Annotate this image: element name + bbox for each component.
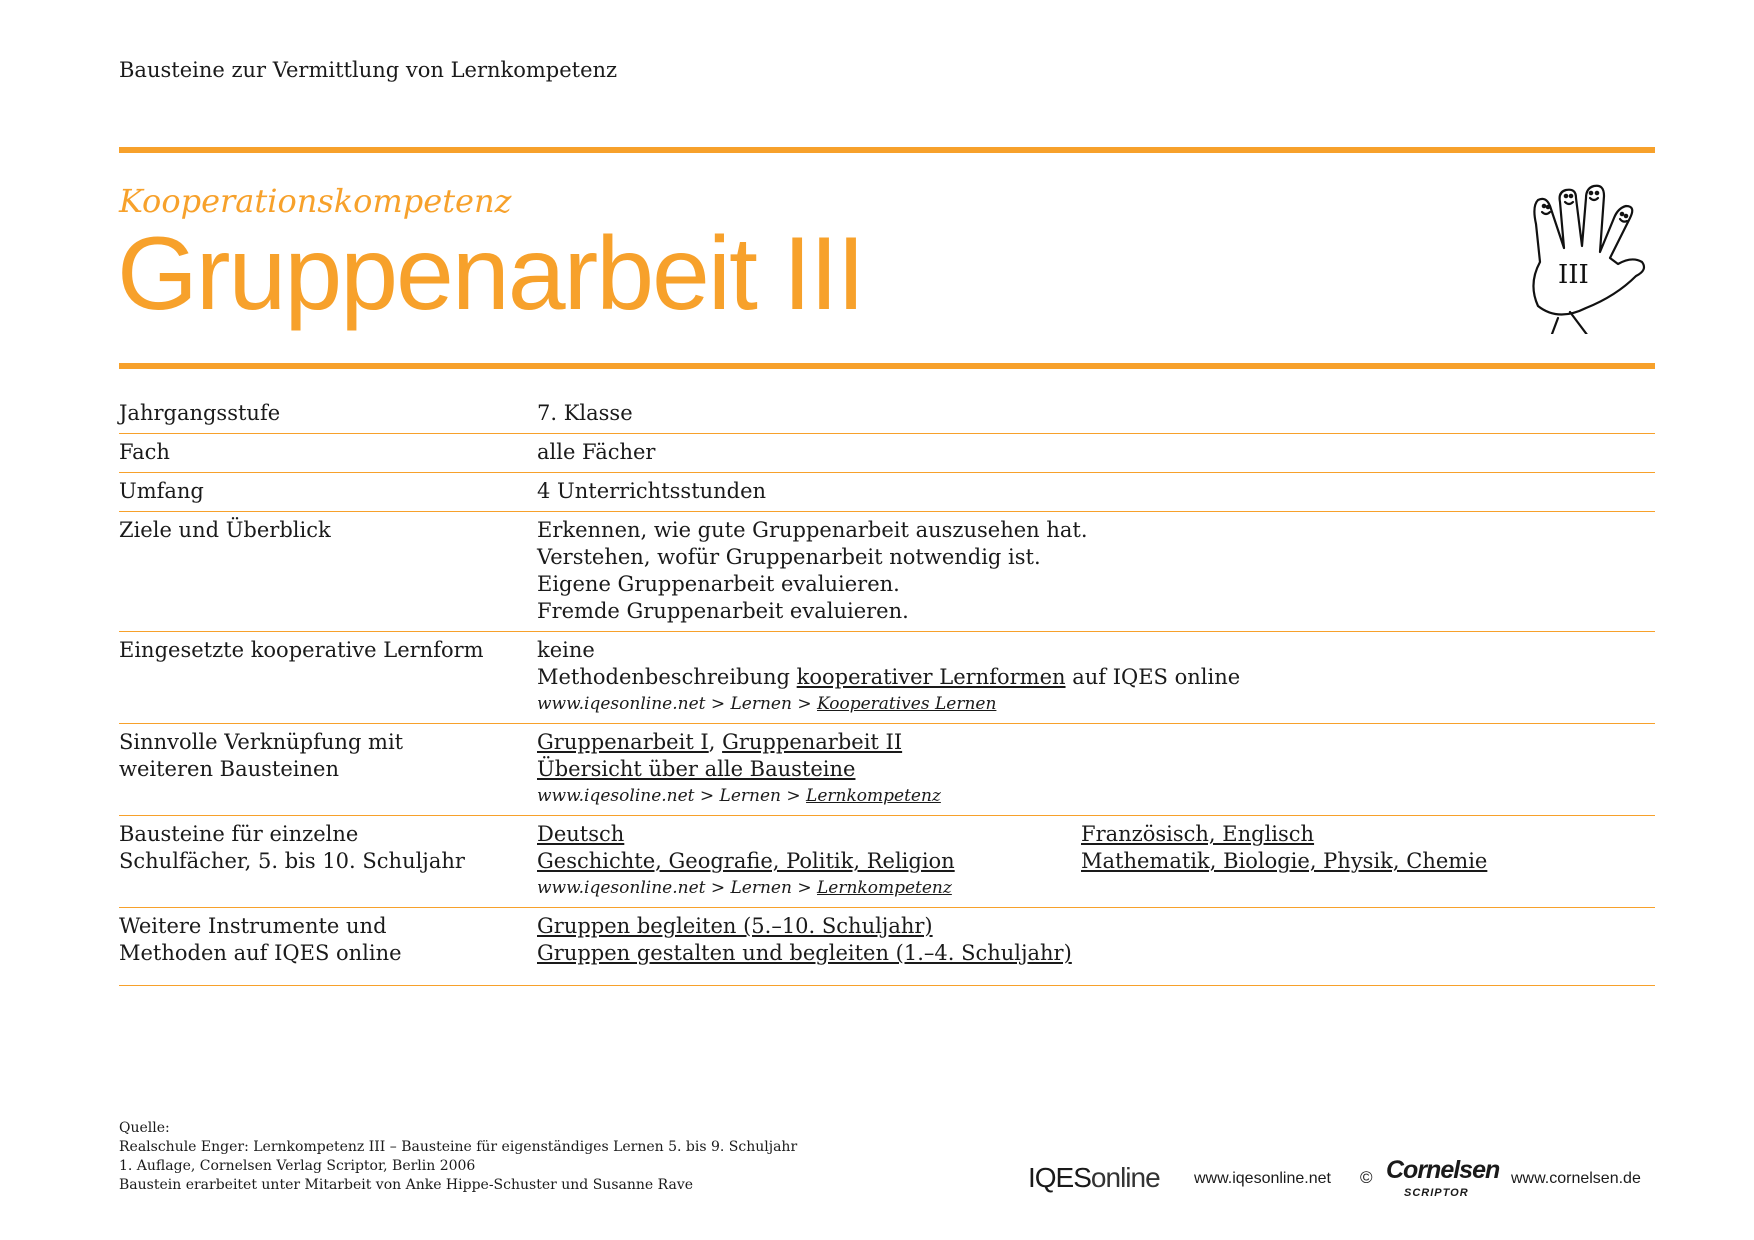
goal-line: Verstehen, wofür Gruppenarbeit notwendig ist. xyxy=(537,545,1041,569)
cornelsen-logo: Cornelsen xyxy=(1386,1156,1500,1184)
table-row xyxy=(119,512,1655,632)
kooperatives-lernen-link[interactable]: Kooperatives Lernen xyxy=(817,694,997,714)
kooperative-lernformen-link[interactable]: kooperativer Lernformen xyxy=(796,665,1066,689)
row-value: 7. Klasse xyxy=(537,395,1655,434)
gruppenarbeit-2-link[interactable]: Gruppenarbeit II xyxy=(722,730,903,754)
table-row xyxy=(119,724,1655,816)
row-label: Weitere Instrumente und Methoden auf IQES online xyxy=(119,908,537,986)
row-label: Fach xyxy=(119,434,537,473)
row-label: Eingesetzte kooperative Lernform xyxy=(119,632,537,724)
gruppenarbeit-1-link[interactable]: Gruppenarbeit I xyxy=(537,730,709,754)
top-rule xyxy=(119,147,1655,153)
page-title: Gruppenarbeit III xyxy=(117,216,864,332)
lernform-value: keine xyxy=(537,638,595,662)
cornelsen-scriptor-label: SCRIPTOR xyxy=(1404,1187,1469,1199)
page-kicker: Kooperationskompetenz xyxy=(119,182,512,220)
method-line: Methodenbeschreibung kooperativer Lernformen auf IQES online xyxy=(537,665,1241,689)
row-label: Umfang xyxy=(119,473,537,512)
iqes-logo: IQESonline xyxy=(1028,1162,1160,1193)
table-row xyxy=(119,908,1655,986)
row-value xyxy=(537,512,1655,632)
goal-line: Eigene Gruppenarbeit evaluieren. xyxy=(537,572,900,596)
goal-line: Erkennen, wie gute Gruppenarbeit auszusehen hat. xyxy=(537,518,1088,542)
geschichte-link[interactable]: Geschichte, Geografie, Politik, Religion xyxy=(537,849,955,873)
row-label: Bausteine für einzelne Schulfächer, 5. bis 10. Schuljahr xyxy=(119,816,537,908)
row-label: Sinnvolle Verknüpfung mit weiteren Bausteinen xyxy=(119,724,537,816)
path-line: www.iqesoline.net > Lernen > Lernkompetenz xyxy=(537,786,941,806)
title-rule xyxy=(119,363,1655,369)
goal-line: Fremde Gruppenarbeit evaluieren. xyxy=(537,599,909,623)
gruppen-begleiten-link[interactable]: Gruppen begleiten (5.–10. Schuljahr) xyxy=(537,914,933,938)
row-value xyxy=(537,816,1655,908)
hand-icon xyxy=(1518,184,1648,334)
lernkompetenz-link[interactable]: Lernkompetenz xyxy=(817,878,952,898)
info-table xyxy=(119,395,1655,986)
row-value xyxy=(537,632,1655,724)
uebersicht-bausteine-link[interactable]: Übersicht über alle Bausteine xyxy=(537,757,856,781)
table-row xyxy=(119,395,1655,434)
source-note: Quelle: Realschule Enger: Lernkompetenz III – Bausteine für eigenständiges Lernen 5. bis 9. Schuljahr 1. Auflage, Cornelsen Verlag Scriptor, Berlin 2006 Baustein erarbeitet unter Mitarbeit von Anke Hippe-Schuster und Susanne Rave xyxy=(119,1120,798,1193)
row-value xyxy=(537,908,1655,986)
table-row xyxy=(119,473,1655,512)
row-value: alle Fächer xyxy=(537,434,1655,473)
row-value: 4 Unterrichtsstunden xyxy=(537,473,1655,512)
table-row xyxy=(119,816,1655,908)
series-header: Bausteine zur Vermittlung von Lernkompetenz xyxy=(119,58,618,82)
table-row xyxy=(119,632,1655,724)
cornelsen-url[interactable]: www.cornelsen.de xyxy=(1511,1170,1641,1187)
path-line: www.iqesonline.net > Lernen > Kooperatives Lernen xyxy=(537,694,997,714)
table-row xyxy=(119,434,1655,473)
svg-text:III: III xyxy=(1558,260,1589,290)
row-label: Ziele und Überblick xyxy=(119,512,537,632)
deutsch-link[interactable]: Deutsch xyxy=(537,822,625,846)
row-value: Gruppenarbeit I, Gruppenarbeit II Übersicht über alle Bausteine www.iqesoline.net > Lernen > Lernkompetenz xyxy=(537,724,1655,816)
gruppen-gestalten-link[interactable]: Gruppen gestalten und begleiten (1.–4. Schuljahr) xyxy=(537,941,1072,965)
copyright-symbol: © xyxy=(1360,1168,1373,1187)
franzoesisch-link[interactable]: Französisch, Englisch xyxy=(1081,822,1315,846)
lernkompetenz-link[interactable]: Lernkompetenz xyxy=(806,786,941,806)
mathematik-link[interactable]: Mathematik, Biologie, Physik, Chemie xyxy=(1081,849,1488,873)
row-label: Jahrgangsstufe xyxy=(119,395,537,434)
iqes-url[interactable]: www.iqesonline.net xyxy=(1194,1170,1331,1187)
path-line: www.iqesonline.net > Lernen > Lernkompetenz xyxy=(537,878,952,898)
